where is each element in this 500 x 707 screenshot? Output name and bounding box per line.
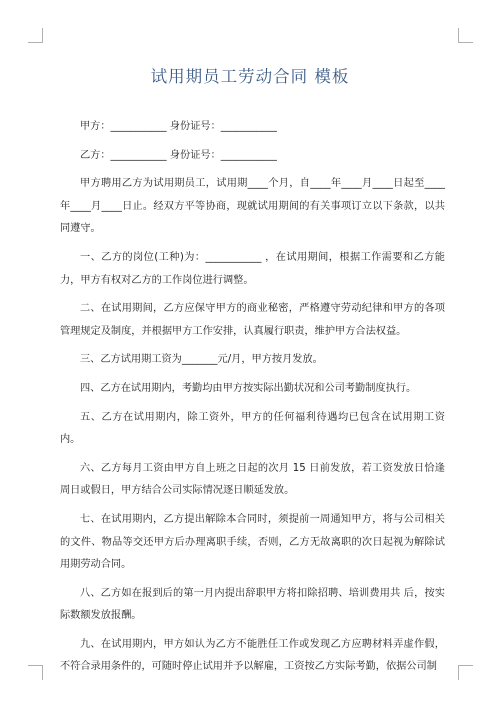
party-b-line: 乙方：___________ 身份证号：___________ xyxy=(80,149,277,161)
clause-8: 八、乙方如在报到后的第一月内提出辞职甲方将扣除招聘、培训费用共 后，按实际数额发放报酬。 xyxy=(60,587,445,622)
contract-body xyxy=(60,116,445,685)
clause-7: 七、在试用期内，乙方提出解除本合同时，须提前一周通知甲方，将与公司相关的文件、物品等交还甲方后办理离职手续，否则，乙方无故离职的次日起视为解除试用期劳动合同。 xyxy=(60,513,445,571)
clause-2: 二、在试用期间，乙方应保守甲方的商业秘密，严格遵守劳动纪律和甲方的各项管理规定及制度，并根据甲方工作安排，认真履行职责，维护甲方合法权益。 xyxy=(60,303,445,337)
clause-9: 九、在试用期内，甲方如认为乙方不能胜任工作或发现乙方应聘材料弄虚作假，不符合录用条件的，可随时停止试用并予以解雇，工资按乙方实际考勤，依据公司制 xyxy=(60,638,445,673)
crop-mark-top-right xyxy=(458,28,473,43)
crop-mark-bottom-right xyxy=(458,665,473,680)
crop-mark-top-left xyxy=(28,28,43,43)
clause-1: 一、乙方的岗位(工种)为：___________ ，在试用期间，根据工作需要和乙方能力，甲方有权对乙方的工作岗位进行调整。 xyxy=(60,251,445,286)
document-title: 试用期员工劳动合同 模板 xyxy=(150,67,350,86)
clause-4: 四、乙方在试用期内，考勤均由甲方按实际出勤状况和公司考勤制度执行。 xyxy=(80,382,417,394)
party-a-line: 甲方：___________ 身份证号：___________ xyxy=(80,121,277,132)
crop-mark-bottom-left xyxy=(28,665,43,680)
clause-3: 三、乙方试用期工资为_______元/月，甲方按月发放。 xyxy=(80,354,323,366)
clause-6: 六、乙方每月工资由甲方自上班之日起的次月 15 日前发放，若工资发放日恰逢周日或假日，甲方结合公司实际情况逐日顺延发放。 xyxy=(60,462,445,497)
intro-paragraph: 甲方聘用乙方为试用期员工，试用期____个月，自____年____月____日起至____年____月____日止。经双方平等协商，现就试用期间的有关事项订立以下条款，以共同遵守。 xyxy=(60,178,445,235)
clause-5: 五、乙方在试用期内，除工资外，甲方的任何福利待遇均已包含在试用期工资内。 xyxy=(60,411,445,446)
